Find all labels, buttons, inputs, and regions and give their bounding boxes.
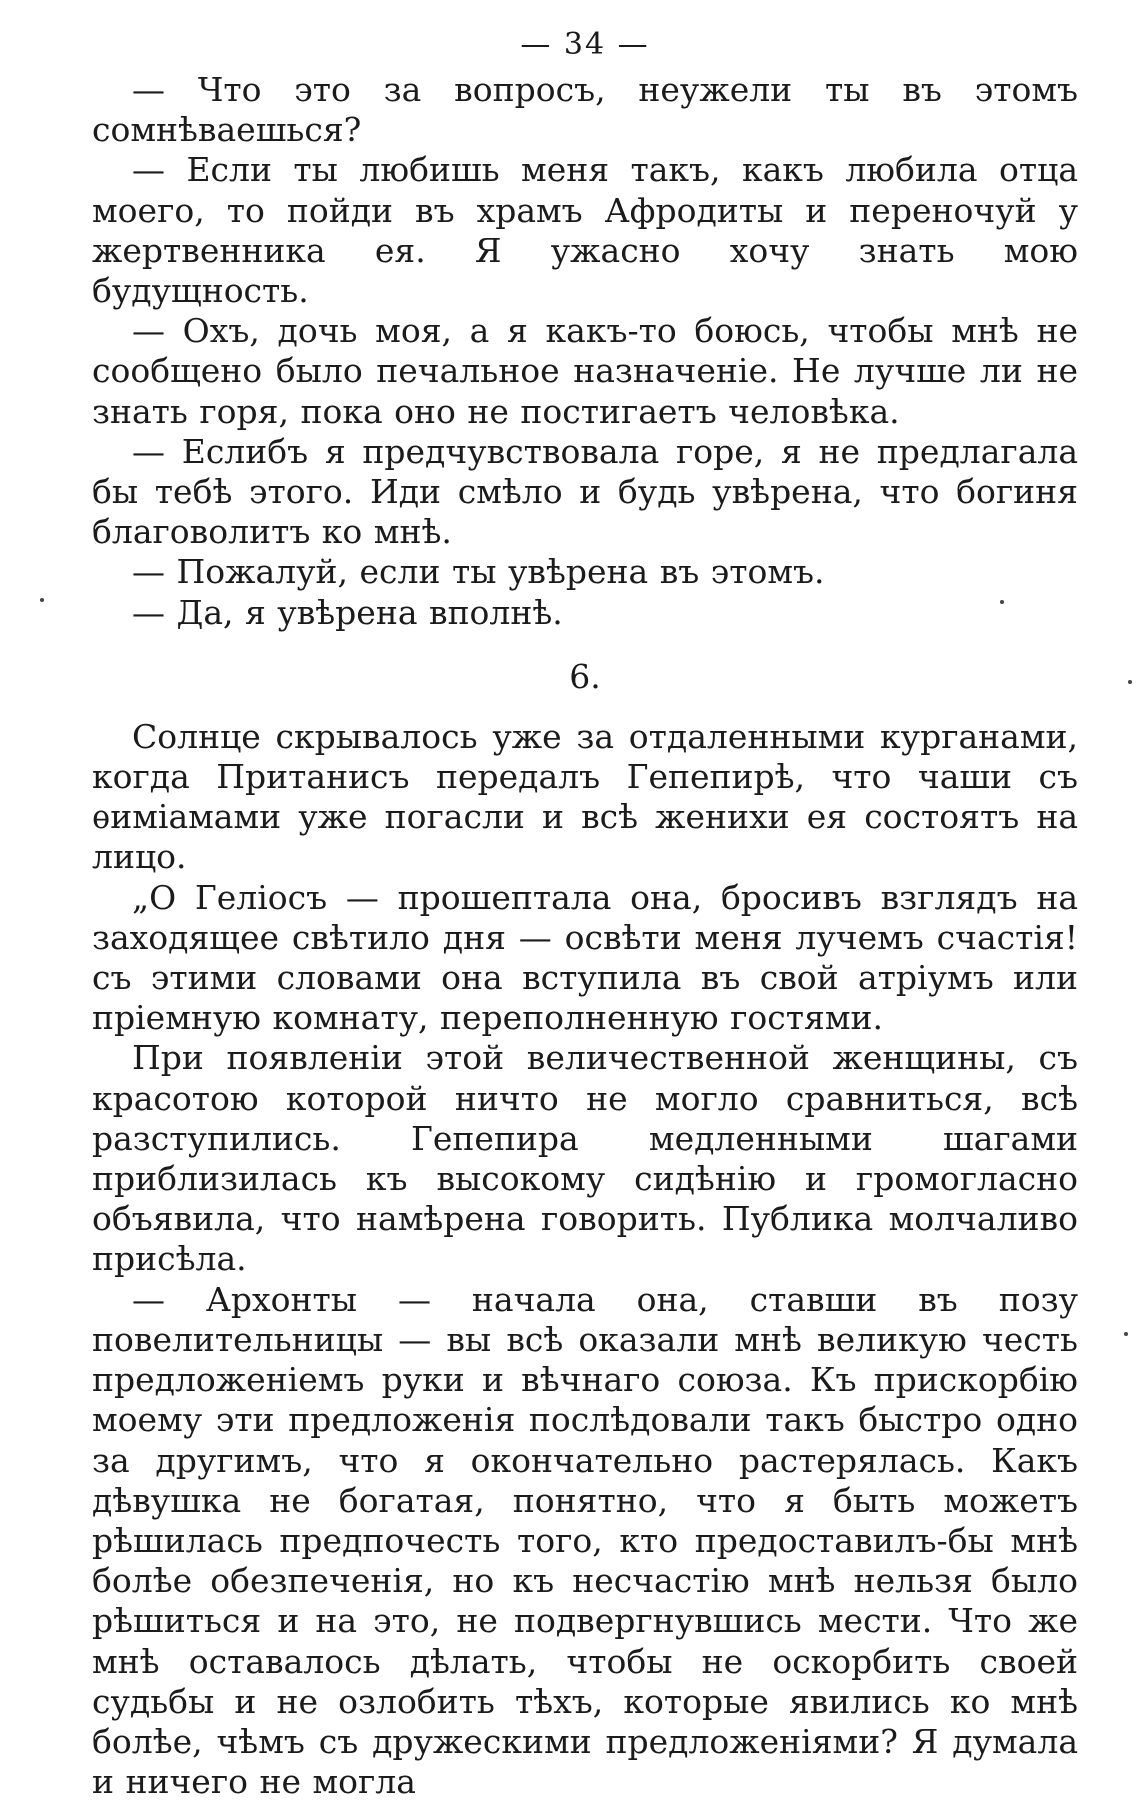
body-paragraph: Солнце скрывалось уже за отдаленными курганами, когда Пританисъ передалъ Гепепирѣ, что чаши съ ѳиміамами уже погасли и всѣ женихи ея состоятъ на лицо. [92, 716, 1078, 877]
dialogue-paragraph: — Что это за вопросъ, неужели ты въ этомъ сомнѣваешься? [92, 70, 1078, 150]
dialogue-paragraph: — Если ты любишь меня такъ, какъ любила отца моего, то пойди въ храмъ Афродиты и переночуй у жертвенника ея. Я ужасно хочу знать мою будущность. [92, 150, 1078, 311]
scan-speck [40, 598, 44, 602]
section-heading: 6. [569, 656, 601, 696]
book-page [92, 27, 1078, 1802]
dialogue-paragraph: — Пожалуй, если ты увѣрена въ этомъ. [132, 552, 825, 592]
dialogue-paragraph: — Охъ, дочь моя, а я какъ-то боюсь, чтобы мнѣ не сообщено было печальное назначеніе. Не лучше ли не знать горя, пока оно не постигаетъ человѣка. [92, 311, 1078, 431]
dialogue-paragraph: — Еслибъ я предчувствовала горе, я не предлагала бы тебѣ этого. Иди смѣло и будь увѣрена, что богиня благоволитъ ко мнѣ. [92, 431, 1078, 552]
dialogue-paragraph: — Да, я увѣрена вполнѣ. [132, 592, 563, 632]
scan-speck [1128, 680, 1132, 684]
body-paragraph: „О Геліосъ — прошептала она, бросивъ взглядъ на заходящее свѣтило дня — освѣти меня лучемъ счастія! съ этими словами она вступила въ свой атріумъ или пріемную комнату, переполненную гостями. [92, 877, 1078, 1038]
body-paragraph: При появленіи этой величественной женщины, съ красотою которой ничто не могло сравниться, всѣ разступились. Гепепира медленными шагами приблизилась къ высокому сидѣнію и громогласно объявила, что намѣрена говорить. Публика молчаливо присѣла. [92, 1038, 1078, 1279]
scan-speck [1124, 1332, 1128, 1336]
body-paragraph: — Архонты — начала она, ставши въ позу повелительницы — вы всѣ оказали мнѣ великую честь предложеніемъ руки и вѣчнаго союза. Къ прискорбію моему эти предложенія послѣдовали такъ быстро одно за другимъ, что я окончательно растерялась. Какъ дѣвушка не богатая, понятно, что я быть можетъ рѣшилась предпочесть того, кто предоставилъ-бы мнѣ болѣе обезпеченія, но къ несчастію мнѣ нельзя было рѣшиться и на это, не подвергнувшись мести. Что же мнѣ оставалось дѣлать, чтобы не оскорбить своей судьбы и не озлобить тѣхъ, которые явились ко мнѣ болѣе, чѣмъ съ дружескими предложеніями? Я думала и ничего не могла [92, 1279, 1078, 1802]
scan-speck [1000, 600, 1004, 604]
page-number: — 34 — [520, 27, 650, 62]
